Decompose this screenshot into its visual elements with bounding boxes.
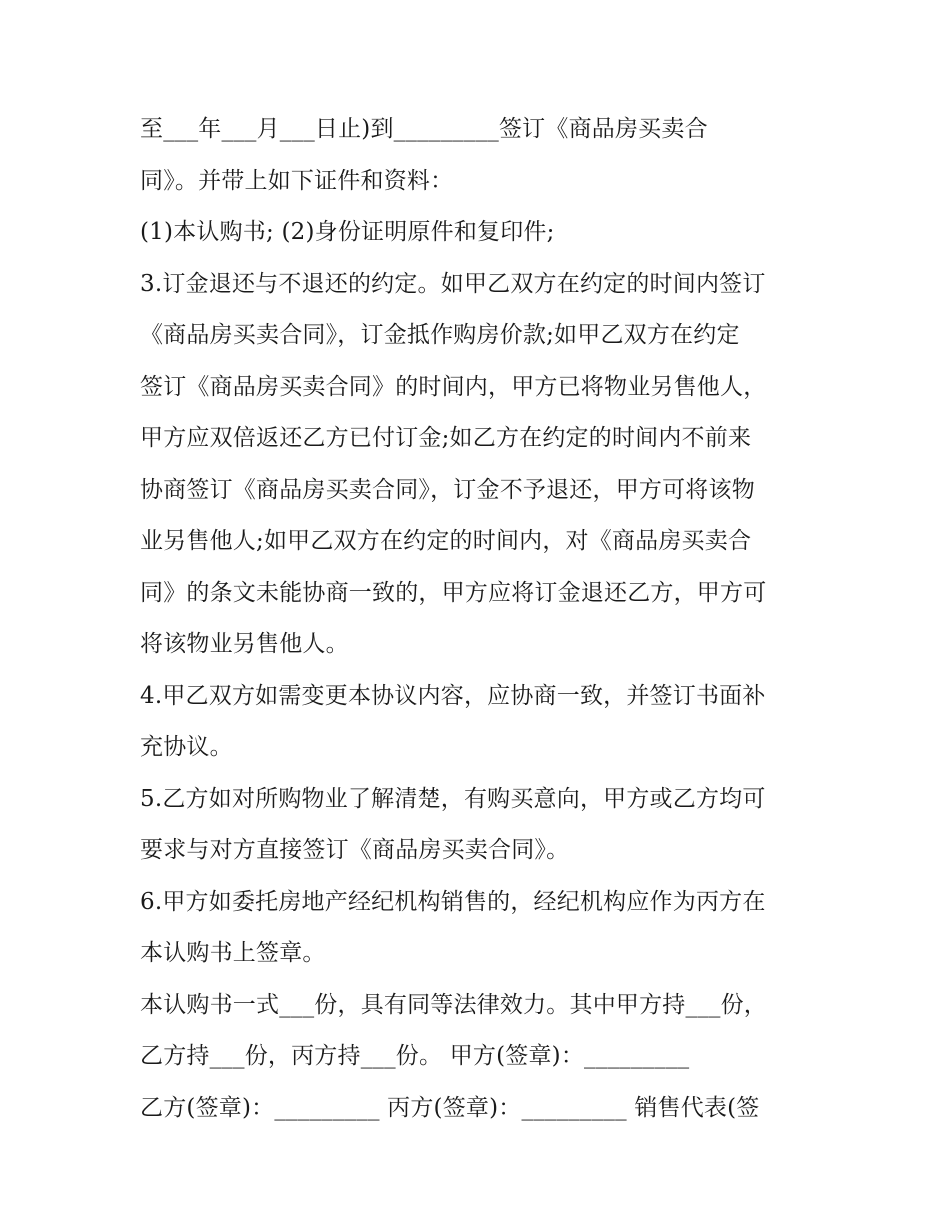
text-line: 至___年___月___日止)到_________签订《商品房买卖合	[140, 116, 708, 142]
text-line: 本认购书一式___份，具有同等法律效力。其中甲方持___份，	[140, 991, 767, 1018]
text-line: 4.甲乙双方如需变更本协议内容，应协商一致，并签订书面补	[140, 682, 766, 709]
text-line: 充协议。	[140, 734, 233, 760]
text-line: 业另售他人;如甲乙双方在约定的时间内，对《商品房买卖合	[140, 528, 752, 554]
text-line: 要求与对方直接签订《商品房买卖合同》。	[140, 837, 570, 863]
text-line: 签订《商品房买卖合同》的时间内，甲方已将物业另售他人，	[140, 373, 767, 400]
text-line: 协商签订《商品房买卖合同》，订金不予退还，甲方可将该物	[140, 476, 755, 503]
text-line: (1)本认购书; (2)身份证明原件和复印件;	[140, 219, 555, 245]
text-line: 将该物业另售他人。	[140, 631, 349, 657]
text-line: 5.乙方如对所购物业了解清楚，有购买意向，甲方或乙方均可	[140, 785, 766, 812]
text-line: 同》。并带上如下证件和资料：	[140, 167, 454, 194]
text-line: 甲方应双倍返还乙方已付订金;如乙方在约定的时间内不前来	[140, 425, 752, 451]
text-line: 6.甲方如委托房地产经纪机构销售的，经纪机构应作为丙方在	[140, 888, 766, 915]
text-line: 《商品房买卖合同》，订金抵作购房价款;如甲乙双方在约定	[140, 322, 740, 348]
text-line: 本认购书上签章。	[140, 940, 326, 966]
text-line: 同》的条文未能协商一致的，甲方应将订金退还乙方，甲方可	[140, 579, 767, 606]
text-line: 乙方持___份，丙方持___份。 甲方(签章)：_________	[140, 1043, 690, 1069]
document-body	[140, 109, 820, 1139]
text-line: 3.订金退还与不退还的约定。如甲乙双方在约定的时间内签订	[140, 270, 766, 297]
text-line: 乙方(签章)：_________ 丙方(签章)：_________ 销售代表(签	[140, 1094, 760, 1121]
